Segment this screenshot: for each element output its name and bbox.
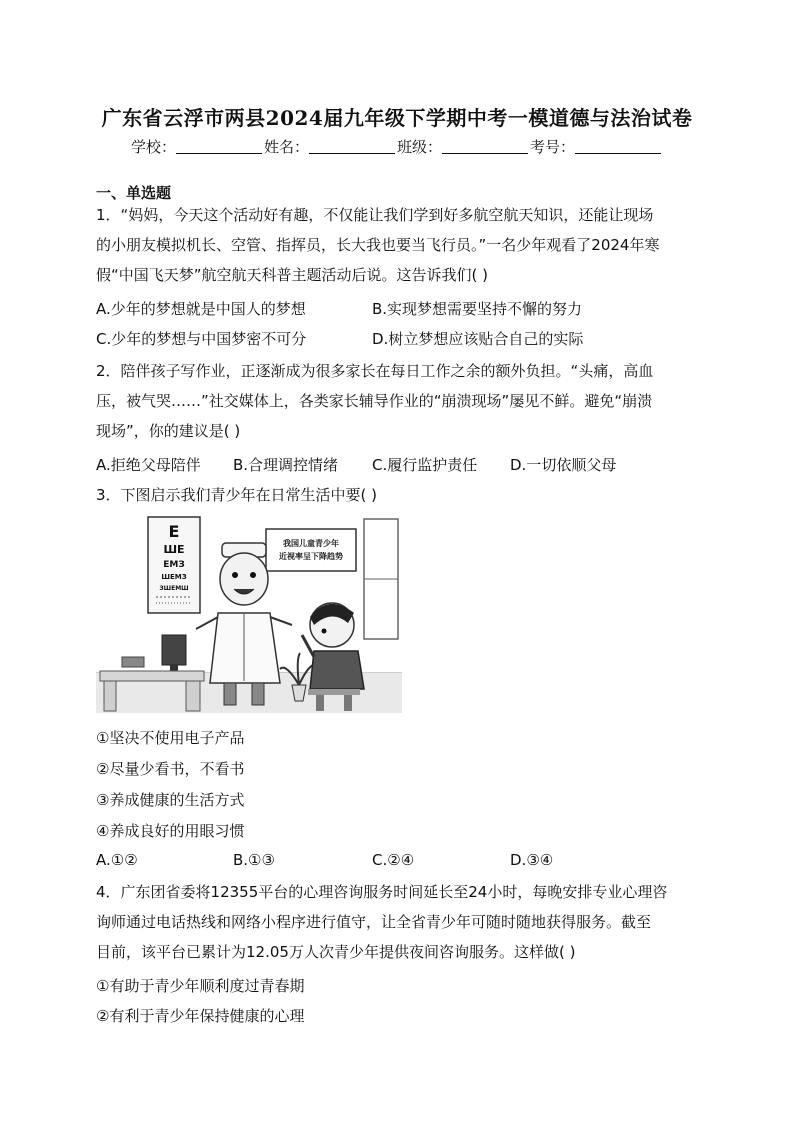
- section-heading: 一、单选题: [96, 184, 172, 202]
- class-blank[interactable]: [442, 139, 528, 154]
- q1-option-c[interactable]: C.少年的梦想与中国梦密不可分: [96, 330, 307, 348]
- class-label: 班级：: [397, 138, 443, 156]
- q1-line-3: 假“中国飞天梦”航空航天科普主题活动后说。这告诉我们( ): [96, 266, 489, 284]
- exam-title: 广东省云浮市两县2024届九年级下学期中考一模道德与法治试卷: [101, 106, 693, 130]
- number-field[interactable]: [530, 136, 663, 157]
- q1-option-b[interactable]: B.实现梦想需要坚持不懈的努力: [372, 300, 583, 318]
- q1-line-2: 的小朋友模拟机长、空管、指挥员，长大我也要当飞行员。”一名少年观看了2024年寒: [96, 236, 660, 254]
- q3-item-1: ①坚决不使用电子产品: [96, 729, 245, 747]
- eye-chart: [148, 517, 200, 613]
- name-field[interactable]: [264, 136, 397, 157]
- eye-chart-row-3: EMЗ: [163, 560, 185, 570]
- q3-item-3: ③养成健康的生活方式: [96, 791, 245, 809]
- q2-line-2: 压，被气哭……”社交媒体上，各类家长辅导作业的“崩溃现场”屡见不鲜。避免“崩溃: [96, 392, 653, 410]
- q3-line-1: 3．下图启示我们青少年在日常生活中要( ): [96, 486, 378, 504]
- name-label: 姓名：: [263, 138, 309, 156]
- q1-option-a[interactable]: A.少年的梦想就是中国人的梦想: [96, 300, 306, 318]
- q2-line-3: 现场”，你的建议是( ): [96, 422, 241, 440]
- q2-option-c[interactable]: C.履行监护责任: [372, 456, 478, 474]
- q4-item-2: ②有利于青少年保持健康的心理: [96, 1007, 305, 1025]
- q3-option-a[interactable]: A.①②: [96, 851, 138, 869]
- name-blank[interactable]: [309, 139, 395, 154]
- q3-option-c[interactable]: C.②④: [372, 851, 415, 869]
- school-field[interactable]: [131, 136, 264, 157]
- q3-item-4: ④养成良好的用眼习惯: [96, 822, 245, 840]
- eye-exam-illustration: [96, 513, 402, 713]
- q2-option-a[interactable]: A.拒绝父母陪伴: [96, 456, 201, 474]
- q3-option-d[interactable]: D.③④: [510, 851, 554, 869]
- q1-option-d[interactable]: D.树立梦想应该贴合自己的实际: [372, 330, 584, 348]
- poster-text-1: 我国儿童青少年: [283, 539, 339, 548]
- q4-line-3: 目前，该平台已累计为12.05万人次青少年提供夜间咨询服务。这样做( ): [96, 943, 576, 961]
- class-field[interactable]: [397, 136, 530, 157]
- eye-chart-row-5: ЗШЕМШ: [159, 585, 189, 592]
- q4-item-1: ①有助于青少年顺利度过青春期: [96, 977, 305, 995]
- q3-item-2: ②尽量少看书，不看书: [96, 760, 245, 778]
- q4-line-1: 4．广东团省委将12355平台的心理咨询服务时间延长至24小时，每晚安排专业心理咨: [96, 883, 668, 901]
- school-label: 学校：: [130, 138, 176, 156]
- eye-chart-row-1: E: [168, 522, 180, 541]
- q2-option-d[interactable]: D.一切依顺父母: [510, 456, 617, 474]
- poster-text-2: 近视率呈下降趋势: [279, 552, 343, 561]
- q2-option-b[interactable]: B.合理调控情绪: [233, 456, 339, 474]
- school-blank[interactable]: [176, 139, 262, 154]
- poster: [266, 529, 356, 571]
- q2-line-1: 2．陪伴孩子写作业，正逐渐成为很多家长在每日工作之余的额外负担。“头痛，高血: [96, 362, 654, 380]
- eye-chart-row-2: ШE: [163, 543, 185, 556]
- q3-option-b[interactable]: B.①③: [233, 851, 275, 869]
- number-blank[interactable]: [575, 139, 661, 154]
- q1-line-1: 1．“妈妈，今天这个活动好有趣，不仅能让我们学到好多航空航天知识，还能让现场: [96, 206, 654, 224]
- number-label: 考号：: [530, 138, 576, 156]
- student-info-row: [0, 136, 794, 157]
- eye-chart-row-4: ШЕМЗ: [161, 573, 187, 581]
- q4-line-2: 询师通过电话热线和网络小程序进行值守，让全省青少年可随时随地获得服务。截至: [96, 913, 652, 931]
